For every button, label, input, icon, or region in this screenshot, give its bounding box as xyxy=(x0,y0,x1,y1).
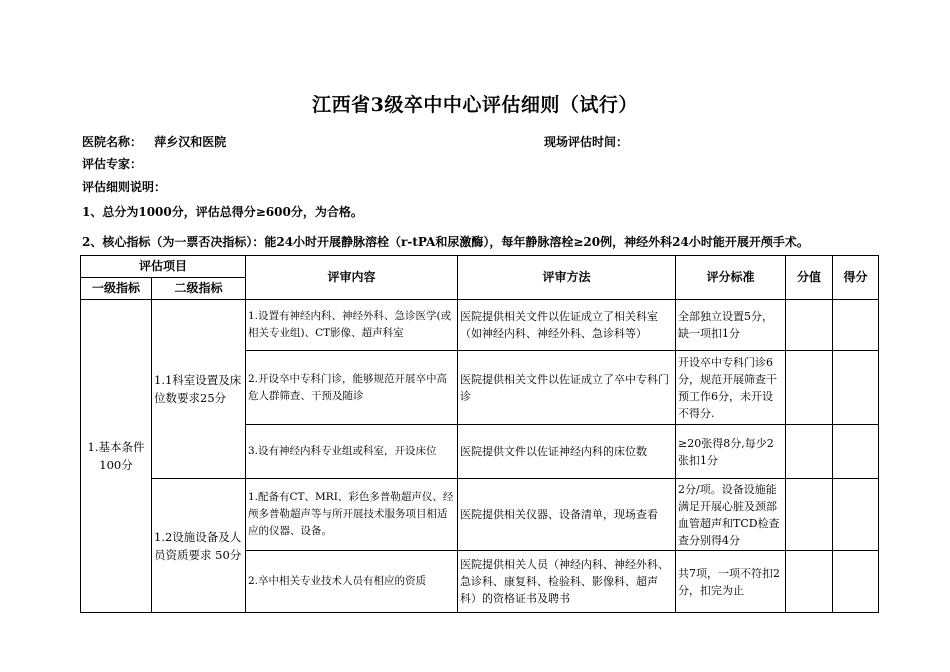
standard-cell: 全部独立设置5分，缺一项扣1分 xyxy=(676,300,786,351)
level2-cell: 1.1科室设置及床位数要求25分 xyxy=(152,300,246,479)
evaluation-table xyxy=(80,255,879,613)
header-got: 得分 xyxy=(833,256,879,300)
experts-label: 评估专家： xyxy=(82,157,143,171)
method-cell: 医院提供相关人员（神经内科、神经外科、急诊科、康复科、检验科、影像科、超声科）的资格证书及聘书 xyxy=(458,551,676,613)
score-cell xyxy=(786,479,833,551)
header-content: 评审内容 xyxy=(246,256,458,300)
note-1: 1、总分为1000分，评估总得分≥600分，为合格。 xyxy=(82,205,363,219)
content-cell: 3.设有神经内科专业组或科室，开设床位 xyxy=(246,425,458,479)
header-level2: 二级指标 xyxy=(152,278,246,300)
standard-cell: 共7项，一项不符扣2分，扣完为止 xyxy=(676,551,786,613)
eval-time-label: 现场评估时间： xyxy=(544,135,629,149)
got-cell xyxy=(833,479,879,551)
hospital-name-line xyxy=(82,133,226,150)
document-title: 江西省3级卒中中心评估细则（试行） xyxy=(312,94,638,116)
table-row xyxy=(81,300,879,351)
header-project: 评估项目 xyxy=(81,256,246,278)
got-cell xyxy=(833,425,879,479)
got-cell xyxy=(833,300,879,351)
header-score: 分值 xyxy=(786,256,833,300)
score-cell xyxy=(786,300,833,351)
score-cell xyxy=(786,551,833,613)
level1-cell: 1.基本条件100分 xyxy=(81,300,152,613)
hospital-name-value: 萍乡汉和医院 xyxy=(154,135,227,149)
note-2: 2、核心指标（为一票否决指标）：能24小时开展静脉溶栓（r-tPA和尿激酶），每年静脉溶栓≥20例，神经外科24小时能开展开颅手术。 xyxy=(82,235,809,249)
content-cell: 1.配备有CT、MRI、彩色多普勒超声仪、经颅多普勒超声等与所开展技术服务项目相适应的仪器、设备。 xyxy=(246,479,458,551)
score-cell xyxy=(786,425,833,479)
standard-cell: ≥20张得8分,每少2张扣1分 xyxy=(676,425,786,479)
header-standard: 评分标准 xyxy=(676,256,786,300)
score-cell xyxy=(786,351,833,425)
content-cell: 2.开设卒中专科门诊，能够规范开展卒中高危人群筛查、干预及随诊 xyxy=(246,351,458,425)
table-row xyxy=(81,479,879,551)
content-cell: 2.卒中相关专业技术人员有相应的资质 xyxy=(246,551,458,613)
hospital-name-label: 医院名称： xyxy=(82,135,143,149)
level2-cell: 1.2设施设备及人员资质要求 50分 xyxy=(152,479,246,613)
method-cell: 医院提供文件以佐证神经内科的床位数 xyxy=(458,425,676,479)
standard-cell: 2分/项。设备设施能满足开展心脏及颈部血管超声和TCD检查查分别得4分 xyxy=(676,479,786,551)
got-cell xyxy=(833,351,879,425)
got-cell xyxy=(833,551,879,613)
notes-heading: 评估细则说明： xyxy=(82,180,167,194)
standard-cell: 开设卒中专科门诊6分，规范开展筛查干预工作6分，未开设不得分. xyxy=(676,351,786,425)
method-cell: 医院提供相关文件以佐证成立了相关科室（如神经内科、神经外科、急诊科等） xyxy=(458,300,676,351)
method-cell: 医院提供相关文件以佐证成立了卒中专科门诊 xyxy=(458,351,676,425)
method-cell: 医院提供相关仪器、设备清单，现场查看 xyxy=(458,479,676,551)
header-level1: 一级指标 xyxy=(81,278,152,300)
header-method: 评审方法 xyxy=(458,256,676,300)
content-cell: 1.设置有神经内科、神经外科、急诊医学(或相关专业组)、CT影像、超声科室 xyxy=(246,300,458,351)
